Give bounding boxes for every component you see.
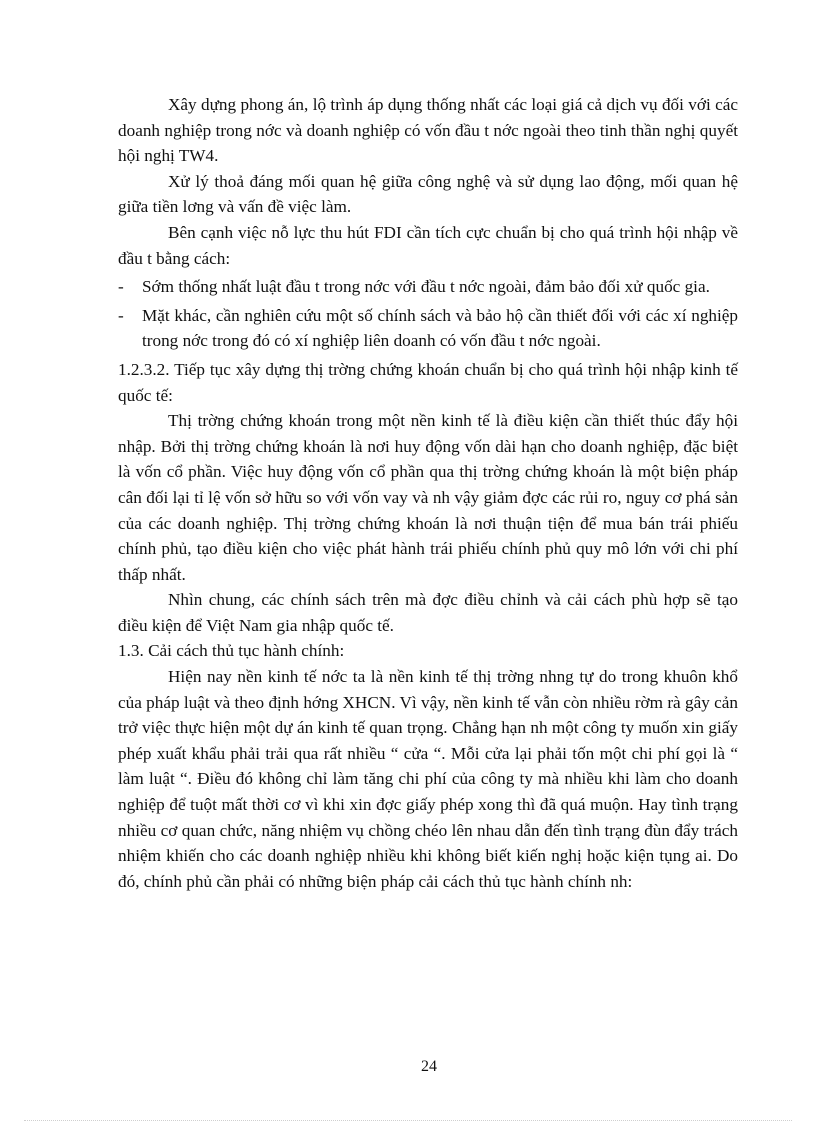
page-number: 24 [421,1058,437,1075]
bullet-text-investment-law: Sớm thống nhất luật đầu t trong nớc với đầu t nớc ngoài, đảm bảo đối xử quốc gia. [142,277,710,297]
list-item [118,303,738,354]
paragraph-labor-relations: Xử lý thoả đáng mối quan hệ giữa công nghệ và sử dụng lao động, mối quan hệ giữa tiền lơng và vấn đề việc làm. [118,171,738,217]
paragraph-fdi-integration: Bên cạnh việc nỗ lực thu hút FDI cần tích cực chuẩn bị cho quá trình hội nhập về đầu t bằng cách: [118,222,738,268]
bullet-marker: - [118,305,124,325]
section-heading-stock-market: 1.2.3.2. Tiếp tục xây dựng thị trờng chứng khoán chuẩn bị cho quá trình hội nhập kinh tế quốc tế: [118,359,738,405]
bullet-text-protection-policy: Mặt khác, cần nghiên cứu một số chính sách và bảo hộ cần thiết đối với các xí nghiệp trong nớc trong đó có xí nghiệp liên doanh có vốn đầu t nớc ngoài. [142,305,738,351]
page-bottom-divider [24,1120,792,1121]
paragraph-summary: Nhìn chung, các chính sách trên mà đợc điều chỉnh và cải cách phù hợp sẽ tạo điều kiện để Việt Nam gia nhập quốc tế. [118,590,738,635]
list-item [118,274,738,300]
paragraph-administrative-reform: Hiện nay nền kinh tế nớc ta là nền kinh tế thị trờng nhng tự do trong khuôn khổ của pháp luật và theo định hớng XHCN. Vì vậy, nền kinh tế vẫn còn nhiều rờm rà gây cản trở việc thực hiện một dự án kinh tế quan trọng. Chẳng hạn nh một công ty muốn xin giấy phép xuất khẩu phải trải qua rất nhiều “ cửa “. Mỗi cửa lại phải tốn một chi phí gọi là “ làm luật “. Điều đó không chỉ làm tăng chi phí của công ty mà nhiều khi làm cho doanh nghiệp để tuột mất thời cơ vì khi xin đợc giấy phép xong thì đã quá muộn. Hay tình trạng nhiều cơ quan chức, năng nhiệm vụ chồng chéo lên nhau dẫn đến tình trạng đùn đẩy trách nhiệm khiến cho các doanh nghiệp nhiều khi không biết kiến nghị hoặc kiện tụng ai. Do đó, chính phủ cần phải có những biện pháp cải cách thủ tục hành chính nh: [118,667,738,891]
document-body [118,92,738,894]
paragraph-stock-market: Thị trờng chứng khoán trong một nền kinh tế là điều kiện cần thiết thúc đẩy hội nhập. Bởi thị trờng chứng khoán là nơi huy động vốn dài hạn cho doanh nghiệp, đặc biệt là vốn cổ phần. Việc huy động vốn cổ phần qua thị trờng chứng khoán là một biện pháp cân đối lại tỉ lệ vốn sở hữu so với vốn vay và nh vậy giảm đợc các rủi ro, nguy cơ phá sản của các doanh nghiệp. Thị trờng chứng khoán là nơi thuận tiện để mua bán trái phiếu chính phủ, tạo điều kiện cho việc phát hành trái phiếu chính phủ quy mô lớn với chi phí thấp nhất. [118,411,738,584]
paragraph-pricing-roadmap: Xây dựng phong án, lộ trình áp dụng thống nhất các loại giá cả dịch vụ đối với các doanh nghiệp trong nớc và doanh nghiệp có vốn đầu t nớc ngoài theo tinh thần nghị quyết hội nghị TW4. [118,95,738,166]
section-heading-administrative-reform: 1.3. Cải cách thủ tục hành chính: [118,641,345,661]
bullet-marker: - [118,277,124,297]
